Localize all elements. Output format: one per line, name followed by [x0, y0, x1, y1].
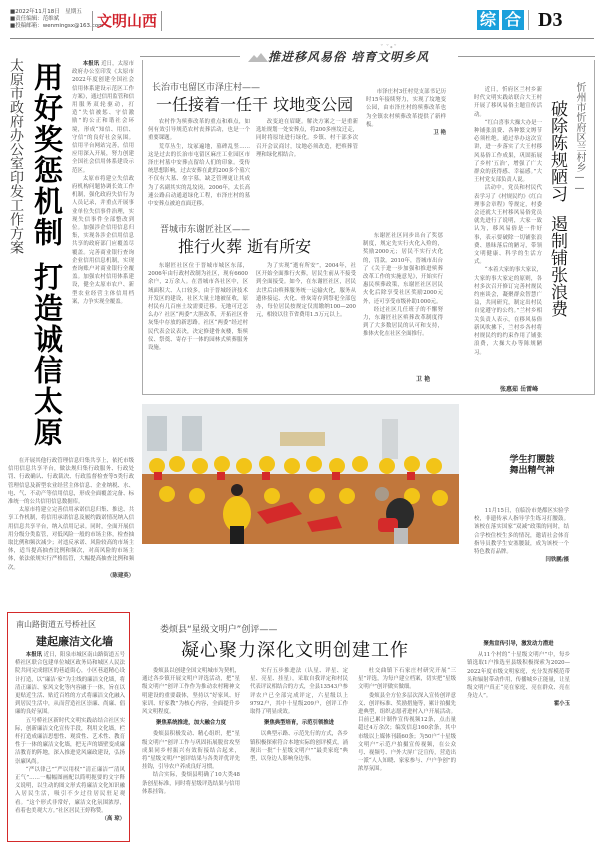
- article1-col3: 市泽庄村3任村党支部书记历时15年接续努力，实现了坟地变公园，由市泽庄村的殡葬改革也为全镇农村殡葬改革提供了新样板。 卫 艳: [366, 89, 446, 137]
- sidebar-byline: （高 琼）: [101, 816, 125, 823]
- issue-meta: [10, 9, 104, 30]
- photo-caption-title: 学生打腰鼓 舞出精气神: [509, 455, 555, 476]
- article2-byline: 卫 艳: [416, 376, 431, 383]
- left-article-byline: （陈建英）: [107, 572, 134, 579]
- photo-credit: 闫铁鹏/摄: [545, 557, 569, 564]
- article2-col2: 为了实现“逝有所安”，2004年，社区开始全面推行火葬，居民生前从不接受到全面接受。如今，在东谢匠社区，居民去世后由殡葬服务统一运输火化，服务从遗体接运、火化、骨灰寄存到祭祀全部包办，每位居民按规定仅需缴纳100—200元，相较以往节省费用1.5万元以上。: [256, 263, 356, 319]
- email-line: ■投稿邮箱：wenmingsx@163.com: [10, 23, 104, 29]
- article1-col1: 农村作为殡葬改革的重点和难点，如何有效引导规范农村丧葬活动，也是一个重要课题。 荒草丛生，坟冢遍地，墓碑乱竖……这是过去的长治市屯留区麻庄工业园区市泽庄村墓中安葬点留给人们的印象。受传统思想影响，过去安葬在此的200多个墓穴不仅有大墓、垒字墓，缺乏管理更让其成为了名副其实的乱坟岗。2006年，太长高速公路启动通道绿化工程，市泽庄村的墓中安葬点被迫直面迁移。: [148, 119, 250, 208]
- bottom-article-headline: 凝心聚力深化文明创建工作: [181, 640, 409, 661]
- photo-caption-body: 11月15日，在临汾市尧都区实验学校，非遗传承人指导学生练习打腰鼓。该校在落实国家“双减”政策的同时，结合学校住校生多的情况，邀请社会体育指导员教学生安塞腰鼓，成为该校一个特色教育品牌。 闫铁鹏/摄: [474, 508, 569, 564]
- bottom-col2: 实行五步推进法（认星、评星、定星、亮星、挂星），采取自我评定和村民代表评议相结合的方式，全县13543户参评农户已全部完成评定，六星级以上9792户，其中十星级209户，创评工作取得了明显成效。 聚焦典型培育，示范引领推进 以典型示路、示范先行的方式，各乡镇积极探索符合本地实际的创评模式，涌现出一批“十星级文明户”“最美家庭”典型，以身边人影响身边事。: [250, 668, 348, 763]
- feature-banner-title: 推进移风易俗 培育文明乡风: [268, 50, 430, 64]
- sidebar-box: [7, 612, 130, 842]
- article2-col3: 东谢匠社区同步出台了奖惩制度，规定先实行火化入殓的，奖励2000元；居民不实行火化的，罚款。2010年，晋城市出台了《关于进一步加强和推进殡葬改革工作的实施意见》，开始实行惠民殡葬政策，东谢匠社区居民火化后除享受社区奖励2000元外，还可享受市级补助1000元。 经过社区几任班子的不懈努力，东谢匠社区殡葬改革制度得到了大多数居民的认可和支持，推体火化在社区全面推行。: [363, 233, 443, 338]
- article2-headline: 推行火葬 逝有所安: [178, 237, 312, 256]
- article2-col1: 东谢匠社区位于晋城市城区东部，2006年由行政村改制为社区，现有6600余户，2万余人。在晋城市各社区中，区域面积大、人口较多，由于晋城经济技术开发区的建设，社区大量土地被征收，原村民有几百座土坟需要迁移。无地可迁怎么办？社区“两委”大胆改革，开拓社区骨灰集中存放的新思路。社区“两委”经过村民代表会议表决，决定修建骨灰楼，集殡仪、祭奠、寄存于一体的园林式殡葬服务设施。: [148, 263, 248, 352]
- bottom-col4: 聚焦宣传引导，激发动力潜进 从11个村的“十星级文明户”中，每乡镇选取1户推选至县级积极探索为2020—2022年度市级文明家庭，充分发挥模范带头和辐射带动作用，传播城乡正能量，让星级文明户真正“亮在家庭、亮在群众、亮在身边人”。 霍小玉: [467, 641, 570, 708]
- article3-kicker: 忻州市忻府区兰村乡——: [574, 82, 585, 194]
- subhead-model: 聚焦典型培育，示范引领推进: [263, 720, 335, 727]
- divider: [528, 10, 529, 30]
- birds-icon: ˇ ˇ•ˇ: [380, 44, 397, 52]
- article3-body: 近日，忻府区兰村乡新时代文明实践站联合大王村开展了移风易俗主题宣传活动。 “红白喜事大操大办是一种铺张浪费、各种繁文缛节必须杜绝。通过举办这次宣讲，进一步落实了大王村移风易俗工作成果，巩固拓展了乡村‘五治’，增强了广大群众的获得感、幸福感。”大王村党支部负责人说。 活动中，党员和村民代表学习了《村规民约》《红白理事会章程》等规定，村委会还就大王村移风易俗党员就先进行了说明，大家一致认为，移风易俗是一件好事，表示要破除一切铺张浪费、愚昧落后的陋习，带领文明健康、科学的生活方式。 “本着大家的事大家议，大家的事大家定的原则，各村多次召开修订完善村规民约座谈会，凝聚群众智慧广益，共同研究，制定出村民自觉遵守的公约。”兰村乡相关负责人表示，在移风易俗新风吹拂下，兰村乡各村将村规民约的约束作用了铺张浪费，大操大办等陈规陋习。: [474, 87, 542, 356]
- article1-col2: 改变迫在眉睫。解决方案之一是重新选址规划一处安葬点，将200多座坟迁走，同时将原址进行绿化。乡镇、村干部多次召开会议商讨，坟地必须改造，把殡葬管理和绿化相结合。: [256, 119, 358, 158]
- sidebar-headline: 建起廉洁文化墙: [36, 635, 113, 648]
- section-tag-char-2: 合: [502, 10, 524, 30]
- article1-kicker: 长治市屯留区市泽庄村——: [152, 83, 261, 93]
- sidebar-kicker: 南山路街道五号桥社区: [16, 620, 96, 629]
- left-article-subtitle: 太原市政府办公室印发工作方案: [8, 58, 24, 254]
- left-article-body-wide: 在开展其他行政管理信息归集共享上，依托市级信用信息共享平台，做法规归集行政服务、行政处罚、行政确认、行政裁决、行政监督检查等5类行政管理信息及新型农业经营主体信息、企业纳税、水、电、气、不动产等信用信息，形成全面覆盖完备、标准统一的公共信用信息数据库。 太原市将建立完善信用承诺信息归集、推送、共享工作机制，将信用承诺信息及履约践诺情况纳入信用信息共享平台，纳入信用记录。同时，全面开展信用分级分类监管，对低风险一般的市场主体，检查抽取比例和频次减少；对违反承诺、风险较高的市场主体，适当提高抽查比例和频次，对高风险的市场主体，依法依规实行严格监管，大幅提高抽查比例和频次。 （陈建英）: [8, 458, 134, 579]
- bottom-col1: 娄烦县以创建全国文明城市为契机，通过各乡镇开展文明户评选活动，把“星级文明户”创评工作作为推动农村精神文明建设的重要载体，坚持以“好家风、好家训、好家教”为核心内容，全面提升乡风文明程度。 聚焦系统推进，加大融合力度 娄烦县积极发动、精心组织，把“星级文明户”创评工作与巩固拓展脱贫攻坚成果同乡村振兴有效衔接结合起来，将“星级文明户”创评结果与各类评优评先挂钩，引导农户养成良好习惯。 结合实际，娄烦县明确了10大类48条创星标准，同时将星级评选结果与信用体系挂钩。: [142, 668, 240, 795]
- article3-headline-2: 遏制铺张浪费: [547, 215, 567, 317]
- bottom-col3: 杜交曲镇下石家庄村研究开展“三星”评选，为每户建立档案，切实把“星级文明户”创评做实做细。 娄烦县全方位多层次深入宣传创评意义、创评标准、奖励措施等，累计拍摄先进典型，组织志愿者进村入户开展活动。目前已累计制作宣传视频12条，点击量超过4万余次；编发信息160余条，其中市级以上媒体刊载60条；为50户“十星级文明户”示范户拍摄宣传视频，在公众号、视频号、户外大屏广泛宣传，营造出一派“人人知晓、家家参与、户户争创”的浓厚氛围。: [358, 668, 456, 773]
- article1-headline: 一任接着一任干 坟地变公园: [156, 95, 354, 114]
- banner-rule-left: [140, 56, 240, 57]
- students-drum-image: [142, 404, 459, 544]
- subhead-publicity: 聚焦宣传引导，激发动力潜进: [483, 641, 554, 647]
- page-number: D3: [538, 9, 563, 31]
- section-tag-char-1: 综: [477, 10, 499, 30]
- article3-headline-1: 破除陈规陋习: [547, 100, 567, 202]
- mountain-icon: [248, 52, 268, 62]
- left-article-body-col: 本报讯 近日，太原市政府办公室印发《太原市2022年度创建全国社会信用体系建设示范区工作方案》，通过信用监管和信用服务双轮驱动，打造“失信被惩、守信激励”的公正和谐社会环境，形成“知信、用信、守信”的良好社会氛围。信用平台网站完善，信用应用深入开展，努力创建全国社会信用体系建设示范区。 太原市将建立失信政府机构问题协调长效工作机制，强化政府失信行为人员记录，并重点开展事业单位失信事件治理，实现失信事件全部整改到位。加强涉企信用信息归集，实现各涉企信用信息共享的政府部门应覆盖尽覆盖。完善商业银行查询企业信用信息机制，实现查询账户对商业银行全覆盖。加强农村信用体系建设，健全太原市农户、新型农业经营主体信用档案，力争实现全覆盖。: [72, 61, 134, 305]
- bottom-article-byline: 霍小玉: [553, 701, 570, 708]
- left-article-headline-2: 打造诚信太原: [30, 262, 64, 448]
- issue-date: ■2022年11月18日 星期五: [10, 9, 82, 15]
- bottom-article-kicker: 娄烦县“星级文明户”创评——: [160, 625, 278, 635]
- left-article-headline-1: 用好奖惩机制: [30, 62, 64, 248]
- editor-line: ■责任编辑：范维斌: [10, 16, 60, 22]
- subhead-system: 聚焦系统推进，加大融合力度: [155, 720, 227, 727]
- article3-byline: 张惠茹 岳雷峰: [500, 386, 539, 393]
- waist-drum-photo: [142, 404, 459, 544]
- masthead-rule: [10, 38, 594, 39]
- sidebar-body: 本报讯 近日，阳泉市城区南山路街道五号桥社区联合包建单位城区政务局和城区人民法院共同完成辖区的巷道街心，小区巷道精心设计打造，以“廉洁·家”为主线的廉洁文化墙，将清正廉洁、家风文化等内容融于一体，旨在以更贴近生活、贴近百姓的方式将廉洁文化融入到居民生活中，从而营造社区崇廉、尚廉、倡廉的良好氛围。 五号桥社区新时代文明实践站结合社区实际，创新廉洁文化宣传手段，利用文化墙，栏杆打造成廉洁思想性、观赏性、艺术性、教育性于一体的廉洁文化墙，把无声的墙壁变成廉洁教育的阵地，深入推进党风廉政建设，弘扬崇廉风尚。 “严以律己”“严以用权”“清正廉洁”“清风正气”……一幅幅图画配以简明扼要的文字释义说明，以生动的图文形式将廉洁文化知识融入居民生活，吸引不少过往居民驻足观看。“这个形式非常好，廉洁文化氛围浓厚，看着也美观大方。”社区居民王婷称赞。 （高 琼）: [15, 652, 125, 823]
- banner-rule-right: [458, 56, 595, 57]
- lead-tag: 本报讯: [82, 61, 100, 67]
- article2-kicker: 晋城市东谢匠社区——: [160, 225, 251, 235]
- brand-logo: 文明山西: [92, 11, 162, 31]
- feature-banner: [140, 47, 595, 69]
